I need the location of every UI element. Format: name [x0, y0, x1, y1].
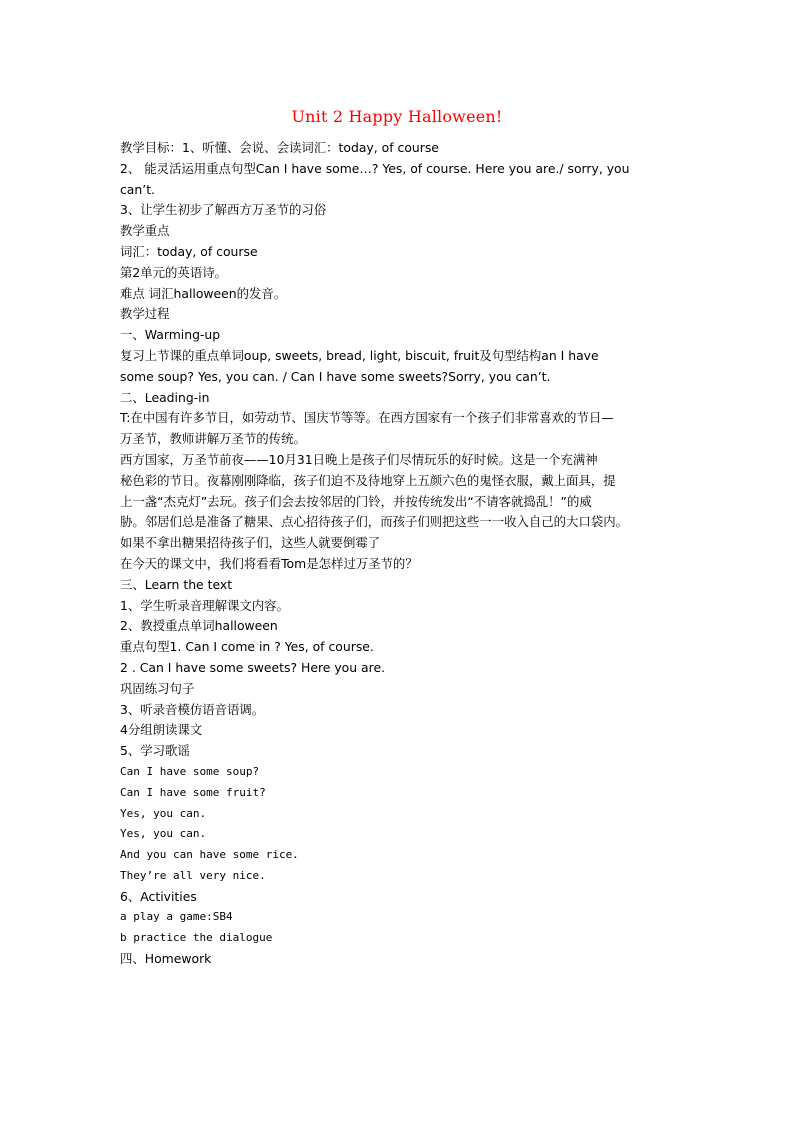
text-line: 3、让学生初步了解西方万圣节的习俗 [120, 202, 327, 218]
text-line: 4分组朗读课文 [120, 722, 203, 738]
text-line: some soup? Yes, you can. / Can I have some sweets?Sorry, you can’t. [120, 368, 551, 384]
section-heading: 二、Leading-in [120, 389, 210, 405]
text-line: 2、教授重点单词halloween [120, 618, 278, 634]
text-line: 教学目标：1、听懂、会说、会读词汇：today, of course [120, 140, 439, 155]
document-title: Unit 2 Happy Halloween! [291, 107, 503, 126]
text-line: 复习上节课的重点单词oup, sweets, bread, light, biscuit, fruit及句型结构an I have [120, 347, 599, 363]
text-line: 如果不拿出糖果招待孩子们，这些人就要倒霉了 [120, 535, 381, 551]
text-line: 巩固练习句子 [120, 680, 195, 696]
text-line: 在今天的课文中，我们将看看Tom是怎样过万圣节的？ [120, 555, 418, 571]
text-line: 难点 词汇halloween的发音。 [120, 285, 287, 301]
chant-line: Yes, you can. [120, 806, 207, 820]
text-line: 6、Activities [120, 888, 197, 904]
text-line: 5、学习歌谣 [120, 743, 190, 759]
section-heading: 四、Homework [120, 951, 212, 967]
chant-line: Can I have some fruit? [120, 785, 266, 799]
text-line: 西方国家，万圣节前夜——10月31日晚上是孩子们尽情玩乐的好时候。这是一个充满神 [120, 451, 598, 467]
chant-line: Can I have some soup? [120, 764, 260, 778]
text-line: T:在中国有许多节日，如劳动节、国庆节等等。在西方国家有一个孩子们非常喜欢的节日— [120, 410, 614, 426]
section-heading: 教学过程 [120, 306, 170, 322]
text-line: 胁。邻居们总是准备了糖果、点心招待孩子们，而孩子们则把这些一一收入自己的大口袋内。 [120, 514, 629, 530]
text-line: 上一盏“杰克灯”去玩。孩子们会去按邻居的门铃，并按传统发出“不请客就捣乱！”的威 [120, 493, 592, 509]
document-body [120, 138, 676, 970]
activity-item: b practice the dialogue [120, 931, 273, 945]
text-line: 第2单元的英语诗。 [120, 264, 228, 280]
text-line: 秘色彩的节日。夜幕刚刚降临，孩子们迫不及待地穿上五颜六色的鬼怪衣服，戴上面具，提 [120, 472, 616, 488]
section-heading: 三、Learn the text [120, 576, 233, 592]
text-line: 3、听录音模仿语音语调。 [120, 701, 265, 717]
text-line: 词汇：today, of course [120, 243, 258, 259]
text-line: 2 . Can I have some sweets? Here you are. [120, 659, 386, 675]
text-line: 2、 能灵活运用重点句型Can I have some…? Yes, of course. Here you are./ sorry, you [120, 160, 630, 176]
activity-item: a play a game:SB4 [120, 910, 233, 924]
text-line: 万圣节，教师讲解万圣节的传统。 [120, 431, 306, 447]
chant-line: They’re all very nice. [120, 868, 266, 882]
text-line: 教学重点 [120, 223, 170, 239]
text-line: 重点句型1. Can I come in ? Yes, of course. [120, 639, 374, 655]
chant-line: And you can have some rice. [120, 848, 299, 862]
text-line: can’t. [120, 181, 155, 197]
chant-line: Yes, you can. [120, 827, 207, 841]
section-heading: 一、Warming-up [120, 327, 221, 343]
text-line: 1、学生听录音理解课文内容。 [120, 597, 289, 613]
